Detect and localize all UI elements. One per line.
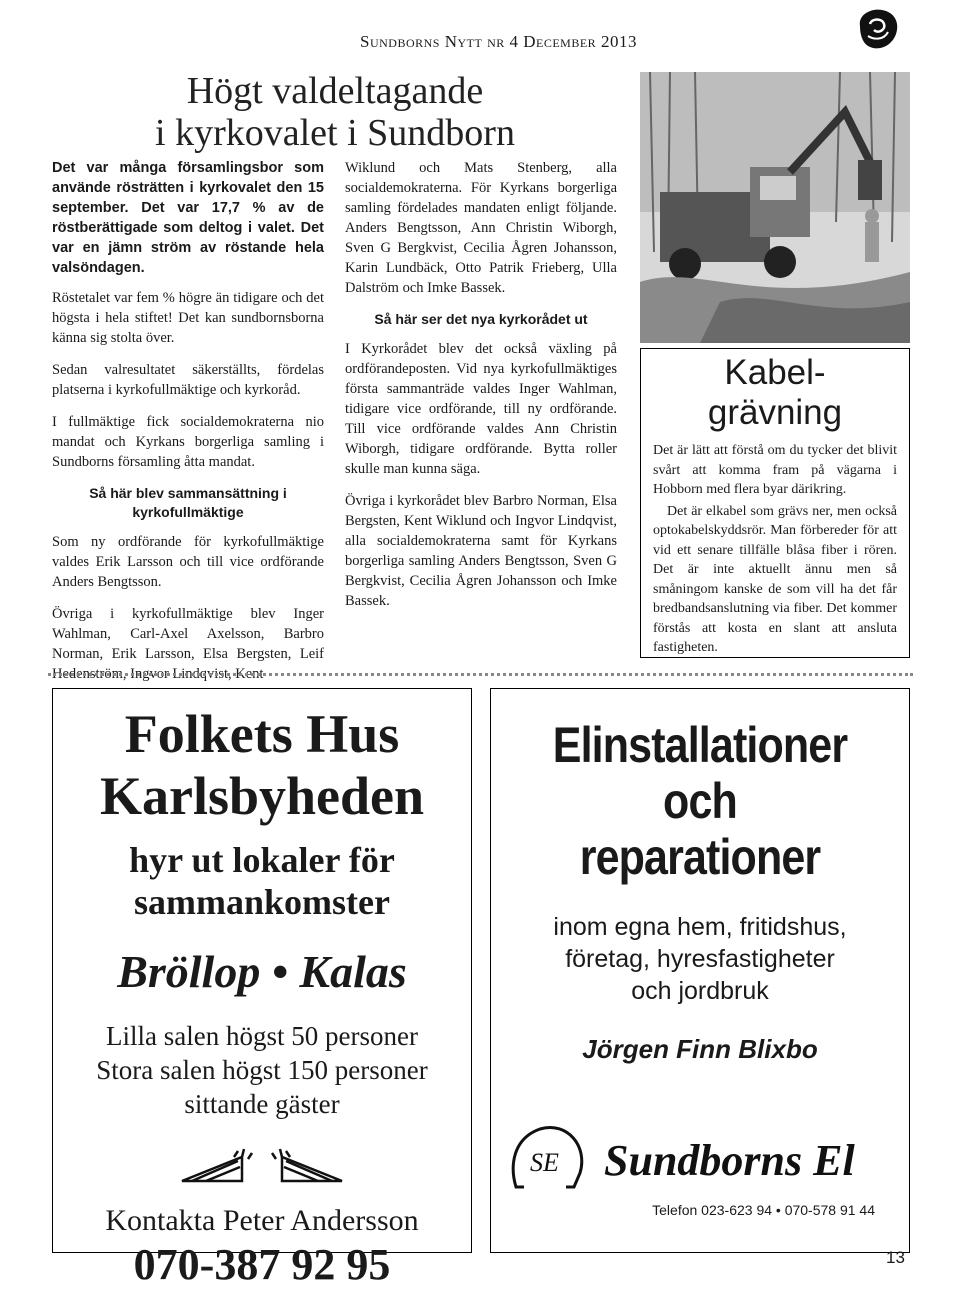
article-paragraph: Wiklund och Mats Stenberg, alla socialdemokraterna. För Kyrkans borgerliga samling fördelades mandaten enligt följande. Anders Bengtsson, Ann Christin Wiborgh, Sven G Bergkvist, Cecilia Ågren Johansson, Karin Lundbäck, Otto Patrik Frieberg, Ulla Dalström och Imke Bassek. bbox=[345, 160, 617, 296]
article-title-line1: Högt valdeltagande bbox=[186, 70, 484, 112]
ad-events: Bröllop • Kalas bbox=[117, 946, 407, 997]
ad-headline-line2: och bbox=[663, 773, 737, 829]
page-number: 13 bbox=[886, 1248, 905, 1267]
sidebar-heading bbox=[641, 353, 909, 433]
article-title bbox=[125, 70, 545, 154]
sidebar-paragraph: Det är elkabel som grävs ner, men också optokabelskyddsrör. Man förbereder för att vid ett senare tillfälle blåsa fiber i rören. Det är inte aktuellt ännu men så småningom kanske de som vill ha det får bredbandsanslutning via fiber. Det kommer förstås att kosta en slant att ansluta fastigheten. bbox=[653, 503, 897, 655]
article-paragraph: Röstetalet var fem % högre än tidigare och det högsta i hela stiftet! Det kan sundbornsborna känna sig stolta över. bbox=[52, 290, 324, 346]
sidebar-body bbox=[641, 433, 909, 658]
ad-contact: Kontakta Peter Andersson bbox=[105, 1204, 419, 1237]
ad-owner: Jörgen Finn Blixbo bbox=[582, 1034, 818, 1064]
logo-name: Sundborns El bbox=[604, 1136, 855, 1185]
ad-services-line3: och jordbruk bbox=[631, 977, 769, 1005]
masthead: Sundborns Nytt nr 4 December 2013 bbox=[360, 32, 637, 51]
ad-capacity-line1: Lilla salen högst 50 personer bbox=[106, 1021, 418, 1051]
sidebar-box bbox=[640, 348, 910, 658]
ad-services-line2: företag, hyresfastigheter bbox=[565, 945, 835, 973]
ad-phone: 070-387 92 95 bbox=[133, 1240, 391, 1289]
ad-capacity bbox=[53, 1019, 471, 1121]
sidebar-heading-line1: Kabel- bbox=[724, 353, 826, 392]
ad-headline bbox=[520, 717, 879, 885]
ad-headline-line1: Elinstallationer bbox=[552, 717, 848, 773]
ad-phone-numbers: Telefon 023-623 94 • 070-578 91 44 bbox=[652, 1202, 875, 1218]
sidebar-heading-line2: grävning bbox=[707, 393, 843, 432]
article-column-1 bbox=[52, 158, 324, 696]
article-paragraph: I Kyrkorådet blev det också växling på ordförandeposten. Vid nya kyrkofullmäktiges första sammanträde valdes Inger Wahlman, tidigare vice ordförande, till ny ordförande. Till vice ordförande valdes Ann Christin Wiborgh, tidigare ordförande. Bytta roller skulle man kunna säga. bbox=[345, 341, 617, 477]
ad-headline-line3: reparationer bbox=[579, 829, 821, 885]
article-paragraph: Sedan valresultatet säkerställts, fördelas platserna i kyrkofullmäktige och kyrkoråd. bbox=[52, 362, 324, 398]
article-paragraph: Övriga i kyrkofullmäktige blev Inger Wahlman, Carl-Axel Axelsson, Barbro Norman, Erik Larsson, Elsa Bergsten, Leif Hedenström, Ingvor Lindqvist, Kent bbox=[52, 606, 324, 682]
ad-subtitle-line2: sammankomster bbox=[134, 882, 390, 922]
rose-logo-icon bbox=[854, 6, 902, 54]
sundborns-el-logo bbox=[510, 1117, 890, 1197]
folkets-hus-ad bbox=[52, 688, 472, 1289]
article-paragraph: Övriga i kyrkorådet blev Barbro Norman, Elsa Bergsten, Kent Wiklund och Ingvor Lindqvist, alla socialdemokraterna samt för Kyrkans borgerliga samling Anders Bengtsson, Sven G Bergkvist, Cecilia Ågren Johansson och Imke Bassek. bbox=[345, 493, 617, 609]
article-subheading: Så här ser det nya kyrkorådet ut bbox=[374, 311, 588, 327]
logo-initials: SE bbox=[530, 1148, 559, 1177]
article-paragraph: Som ny ordförande för kyrkofullmäktige valdes Erik Larsson och till vice ordförande Anders Bengtsson. bbox=[52, 534, 324, 590]
ad-subtitle bbox=[53, 839, 471, 923]
ad-title-line1: Folkets Hus bbox=[124, 704, 400, 764]
ad-capacity-line3: sittande gäster bbox=[184, 1089, 340, 1119]
excavator-photo bbox=[640, 72, 910, 343]
ad-title-line2: Karlsbyheden bbox=[99, 766, 425, 826]
ad-services bbox=[491, 911, 909, 1007]
ad-subtitle-line1: hyr ut lokaler för bbox=[129, 840, 395, 880]
article-paragraph: I fullmäktige fick socialdemokraterna nio mandat och Kyrkans borgerliga samling i Sundborns församling åtta mandat. bbox=[52, 414, 324, 470]
ad-capacity-line2: Stora salen högst 150 personer bbox=[96, 1055, 428, 1085]
article-title-line2: i kyrkovalet i Sundborn bbox=[155, 112, 515, 154]
ad-title bbox=[53, 703, 471, 827]
sidebar-paragraph: Det är lätt att förstå om du tycker det blivit svårt att komma fram på vägarna i Hobborn med flera byar därikring. bbox=[653, 443, 897, 497]
wedding-ornament-icon bbox=[172, 1147, 352, 1187]
article-subheading: Så här blev sammansättning i kyrkofullmäktige bbox=[89, 485, 287, 520]
article-lead: Det var många församlingsbor som använde rösträtten i kyrkovalet den 15 september. Det var 17,7 % av de röstberättigade som deltog i valet. Det var en jämn ström av röstande hela valsöndagen. bbox=[52, 160, 324, 276]
sundborns-el-ad bbox=[490, 688, 910, 1253]
ad-services-line1: inom egna hem, fritidshus, bbox=[553, 913, 847, 941]
dotted-divider bbox=[48, 673, 913, 676]
article-column-2 bbox=[345, 158, 617, 623]
